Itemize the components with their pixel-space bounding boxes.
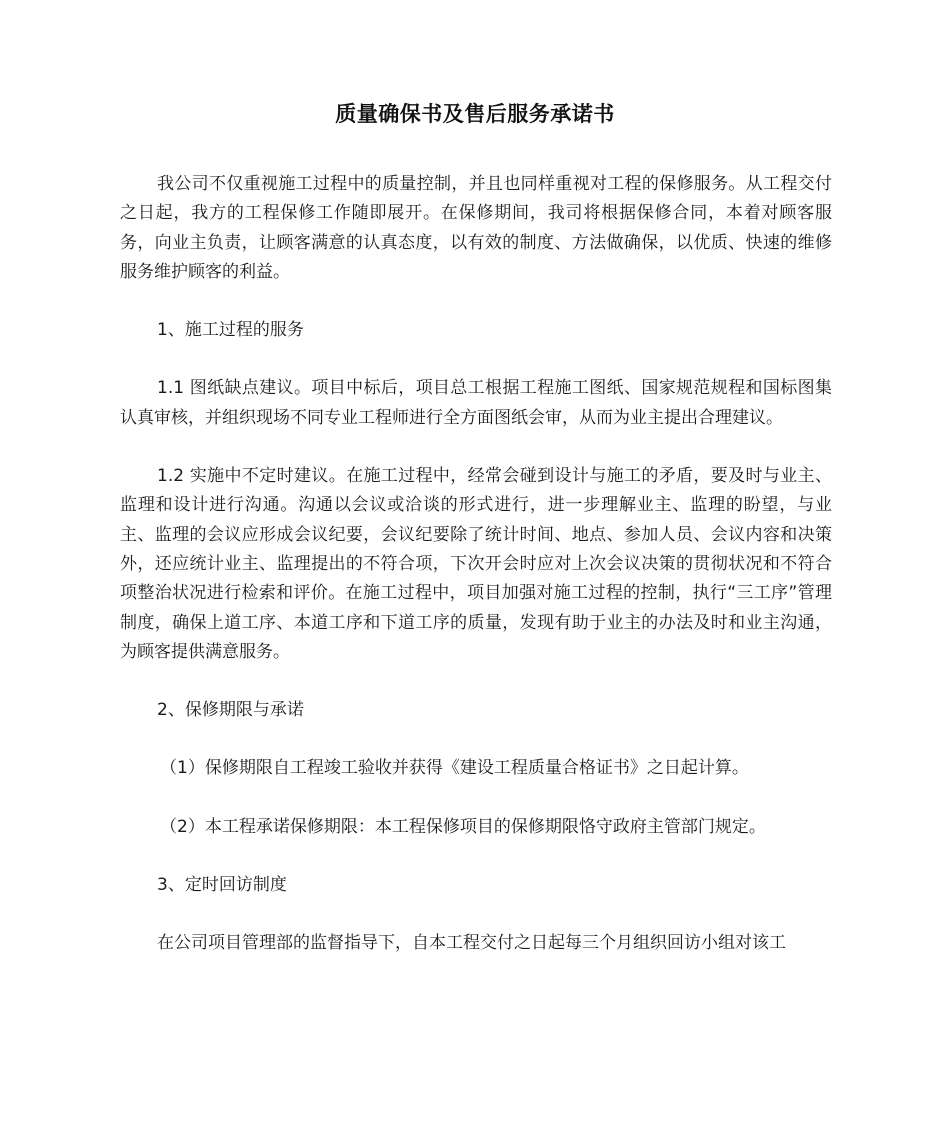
spacer	[120, 433, 832, 462]
document-title: 质量确保书及售后服务承诺书	[335, 102, 615, 126]
spacer	[120, 287, 832, 316]
spacer	[120, 784, 832, 813]
section-2-item-1: （1）保修期限自工程竣工验收并获得《建设工程质量合格证书》之日起计算。	[160, 758, 749, 779]
section-2-heading: 2、保修期限与承诺	[157, 700, 304, 721]
spacer	[120, 725, 832, 754]
spacer	[120, 842, 832, 871]
section-3-heading: 3、定时回访制度	[157, 875, 287, 896]
spacer	[120, 900, 832, 929]
section-3-paragraph: 在公司项目管理部的监督指导下，自本工程交付之日起每三个月组织回访小组对该工	[157, 933, 786, 954]
spacer	[120, 345, 832, 374]
intro-paragraph: 我公司不仅重视施工过程中的质量控制，并且也同样重视对工程的保修服务。从工程交付之日起，我方的工程保修工作随即展开。在保修期间，我司将根据保修合同，本着对顾客服务，向业主负责，让顾客满意的认真态度，以有效的制度、方法做确保，以优质、快速的维修服务维护顾客的利益。	[120, 174, 832, 282]
spacer	[120, 667, 832, 696]
section-1-heading: 1、施工过程的服务	[157, 320, 304, 341]
section-1-2-paragraph: 1.2 实施中不定时建议。在施工过程中，经常会碰到设计与施工的矛盾，要及时与业主、监理和设计进行沟通。沟通以会议或洽谈的形式进行，进一步理解业主、监理的盼望，与业主、监理的会议应形成会议纪要，会议纪要除了统计时间、地点、参加人员、会议内容和决策外，还应统计业主、监理提出的不符合项，下次开会时应对上次会议决策的贯彻状况和不符合项整治状况进行检索和评价。在施工过程中，项目加强对施工过程的控制，执行“三工序”管理制度，确保上道工序、本道工序和下道工序的质量，发现有助于业主的办法及时和业主沟通，为顾客提供满意服务。	[120, 466, 832, 662]
document-body	[120, 170, 832, 959]
section-2-item-2: （2）本工程承诺保修期限：本工程保修项目的保修期限恪守政府主管部门规定。	[160, 816, 766, 837]
section-1-1-paragraph: 1.1 图纸缺点建议。项目中标后，项目总工根据工程施工图纸、国家规范规程和国标图集认真审核，并组织现场不同专业工程师进行全方面图纸会审，从而为业主提出合理建议。	[120, 378, 832, 428]
